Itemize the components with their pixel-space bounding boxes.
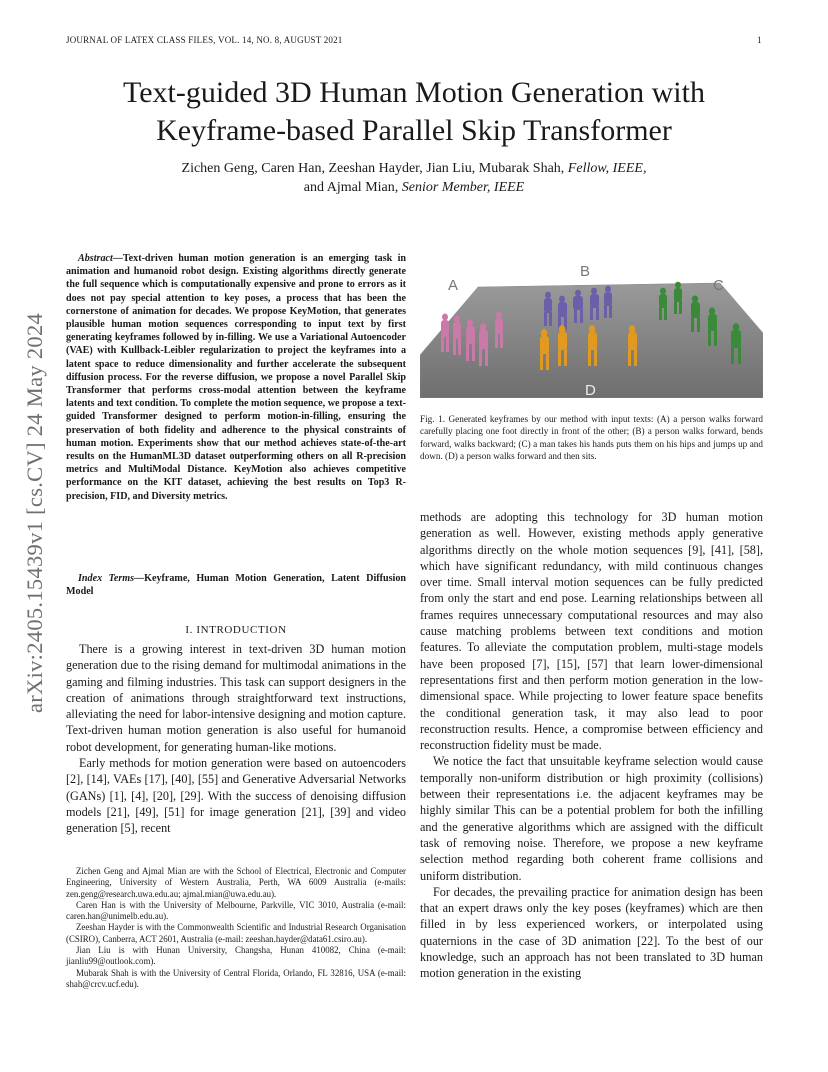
title-line-1: Text-guided 3D Human Motion Generation with [123,76,705,109]
figure-1 [420,255,763,398]
section-heading [66,624,406,636]
footnote: Caren Han is with the University of Melbourne, Parkville, VIC 3010, Australia (e-mail: caren.han@unimelb.edu.au). [66,899,406,922]
authors-line-1 [60,159,768,178]
figure-label-d: D [585,382,596,398]
figure-label-c: C [713,277,724,294]
figure-label-b: B [580,263,591,280]
paper-title [60,74,768,150]
index-terms-label: Index Terms [78,573,135,584]
arxiv-stamp[interactable]: arXiv:2405.15439v1 [cs.CV] 24 May 2024 [22,312,47,714]
body-paragraph: For decades, the prevailing practice for animation design has been that an expert draws only the key poses (keyframes) which are then filled in by less experienced workers, or interpolated using quaternions in the case of 3D animation [22]. To the best of our knowledge, such an approach has not been translated to 3D human motion generation in the existing [420,884,763,981]
authors-line-2 [60,178,768,197]
figure-label-a: A [448,277,459,294]
abstract-paragraph [66,252,406,503]
right-column-text [420,509,763,982]
body-paragraph: methods are adopting this technology for 3D human motion generation as well. However, existing methods apply generative algorithms directly on the whole motion sequences [9], [41], [58], which have significant redundancy, with mild continuous changes over time. Small interval motion sequences can be fully predicted from only the start and end pose. Learning relationships between all frames requires unnecessary computational resources and may also cause matching problems between text conditions and motion features. To alleviate the computation problem, multi-stage models have been proposed [7], [15], [57] that learn lower-dimensional representations first and then perform motion generation in the low-dimensional space. While projecting to lower feature space benefits the conditional generation task, it may also lead to poor reconstruction results. Hence, a compromise between efficiency and reconstruction fidelity must be made. [420,510,763,753]
body-paragraph: We notice the fact that unsuitable keyframe selection would cause temporally non-uniform distribution or high proximity (collisions) between their representations i.e. the adjacent keyframes may be highly similar This can be a potential problem for both the infilling and the generative algorithms which are assigned with the difficult task of removing noise. Therefore, we propose a new keyframe selection method regarding both coherent frame collisions and uniform distribution. [420,754,763,883]
footnote: Mubarak Shah is with the University of Central Florida, Orlando, FL 32816, USA (e-mail: shah@crcv.ucf.edu). [66,967,406,989]
author-list [60,159,768,197]
page-number: 1 [757,35,762,45]
authors-role-1: Fellow, IEEE, [567,161,647,176]
index-terms-paragraph [66,572,406,598]
index-terms [66,572,406,598]
footnote: Zeeshan Hayder is with the Commonwealth Scientific and Industrial Research Organisation (CSIRO), Canberra, ACT 2601, Australia (e-mail: zeeshan.hayder@data61.csiro.au). [66,922,406,944]
intro-paragraph: Early methods for motion generation were based on autoencoders [2], [14], VAEs [17], [40], [55] and Generative Adversarial Networks (GANs) [1], [4], [20], [29]. With the success of denoising diffusion models [21], [49], [51] for image generation [21], [39] and video generation [5], recent [66,756,406,836]
figure-caption: Fig. 1. Generated keyframes by our method with input texts: (A) a person walks forward carefully placing one foot directly in front of the other; (B) a person walks forward, bends forward, walks backward; (C) a man takes his hands puts them on his hips and jumps up and down. (D) a person walks forward and then sits. [420,414,763,462]
intro-text [66,641,406,837]
footnote: Jian Liu is with Hunan University, Changsha, Hunan 410082, China (e-mail: jianliu99@outlook.com). [66,945,406,967]
footnote: Zichen Geng and Ajmal Mian are with the School of Electrical, Electronic and Computer Engineering, University of Western Australia, Perth, WA 6009 Australia (e-mails: zen.geng@research.uwa.edu.au; ajmal.mian@uwa.edu.au). [66,866,406,899]
authors-names-2: and Ajmal Mian, [303,180,399,195]
authors-names-1: Zichen Geng, Caren Han, Zeeshan Hayder, Jian Liu, Mubarak Shah, [181,161,565,176]
abstract-label: Abstract [78,253,113,264]
index-terms-text: —Keyframe, Human Motion Generation, Latent Diffusion Model [66,573,406,598]
section-number: I. [185,624,193,636]
intro-paragraph: There is a growing interest in text-driven 3D human motion generation due to the rising demand for multimodal animations in the gaming and filming industries. This task can support designers in the creation of animations through straightforward text instructions, alleviating the need for labor-intensive designing and motion capture. Text-driven human motion generation is also useful for humanoid robot development, for generating human-like motions. [66,642,406,754]
running-header: JOURNAL OF LATEX CLASS FILES, VOL. 14, NO. 8, AUGUST 2021 [66,35,343,45]
authors-role-2: Senior Member, IEEE [401,180,525,195]
figure-1-render [420,255,763,398]
footnotes [66,866,406,990]
abstract [66,252,406,503]
abstract-text: —Text-driven human motion generation is an emerging task in animation and humanoid robot design. Existing algorithms directly generate the full sequence which is computationally expensive and prone to errors as it does not pay special attention to key poses, a process that has been the cornerstone of animation for decades. We propose KeyMotion, that generates plausible human motion sequences corresponding to input text by first generating keyframes followed by in-filling. We use a Variational Autoencoder (VAE) with Kullback-Leibler regularization to project the keyframes into a latent space to reduce dimensionality and further accelerate the subsequent diffusion process. For the reverse diffusion, we propose a novel Parallel Skip Transformer that performs cross-modal attention between the keyframe latents and text condition. To complete the motion sequence, we propose a text-guided Transformer designed to perform motion-in-filling, ensuring the preservation of both fidelity and adherence to the physical constraints of human motion. Experiments show that our method achieves state-of-the-art results on the HumanML3D dataset outperforming others on all R-precision metrics and MultiModal Distance. KeyMotion also achieves competitive performance on the KIT dataset, achieving the best results on Top3 R-precision, FID, and Diversity metrics. [66,253,406,502]
title-line-2: Keyframe-based Parallel Skip Transformer [156,114,672,147]
section-title: INTRODUCTION [196,624,287,636]
